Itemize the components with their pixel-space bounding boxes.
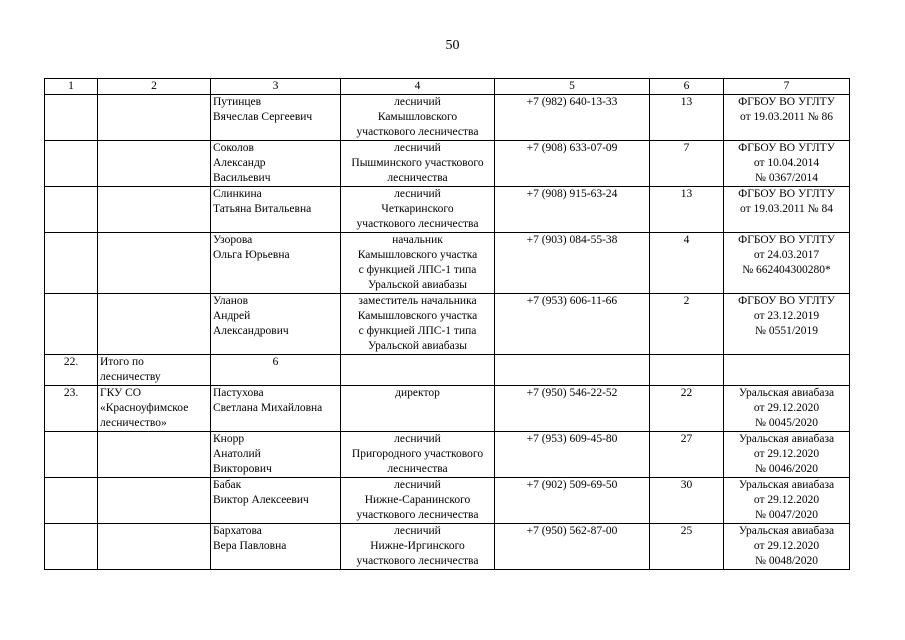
person-name-cell: Уланов Андрей Александрович bbox=[211, 294, 341, 355]
phone-cell: +7 (902) 509-69-50 bbox=[495, 478, 650, 524]
document-cell: Уральская авиабаза от 29.12.2020 № 0045/2020 bbox=[724, 386, 850, 432]
experience-cell: 13 bbox=[650, 187, 724, 233]
person-name-cell: Кнорр Анатолий Викторович bbox=[211, 432, 341, 478]
table-row bbox=[45, 187, 850, 233]
phone-cell: +7 (903) 084-55-38 bbox=[495, 233, 650, 294]
person-name-cell: Бархатова Вера Павловна bbox=[211, 524, 341, 570]
person-name-cell: Бабак Виктор Алексеевич bbox=[211, 478, 341, 524]
forestry-cell bbox=[98, 233, 211, 294]
forestry-cell: ГКУ СО «Красноуфимское лесничество» bbox=[98, 386, 211, 432]
person-name-cell: Слинкина Татьяна Витальевна bbox=[211, 187, 341, 233]
person-name-cell: Соколов Александр Васильевич bbox=[211, 141, 341, 187]
person-name-cell: Узорова Ольга Юрьевна bbox=[211, 233, 341, 294]
experience-cell: 30 bbox=[650, 478, 724, 524]
forestry-cell bbox=[98, 432, 211, 478]
table-row bbox=[45, 233, 850, 294]
document-cell: Уральская авиабаза от 29.12.2020 № 0046/2020 bbox=[724, 432, 850, 478]
person-name-cell: Путинцев Вячеслав Сергеевич bbox=[211, 95, 341, 141]
experience-cell: 27 bbox=[650, 432, 724, 478]
table-row bbox=[45, 386, 850, 432]
row-number-cell bbox=[45, 478, 98, 524]
column-header: 1 bbox=[45, 79, 98, 95]
phone-cell: +7 (982) 640-13-33 bbox=[495, 95, 650, 141]
table-row bbox=[45, 95, 850, 141]
row-number-cell bbox=[45, 233, 98, 294]
column-header: 5 bbox=[495, 79, 650, 95]
phone-cell: +7 (953) 609-45-80 bbox=[495, 432, 650, 478]
position-cell: лесничий Нижне-Иргинского участкового лесничества bbox=[341, 524, 495, 570]
row-number-cell: 22. bbox=[45, 355, 98, 386]
position-cell: лесничий Четкаринского участкового лесничества bbox=[341, 187, 495, 233]
document-cell: ФГБОУ ВО УГЛТУ от 19.03.2011 № 84 bbox=[724, 187, 850, 233]
experience-cell: 22 bbox=[650, 386, 724, 432]
document-cell: Уральская авиабаза от 29.12.2020 № 0048/2020 bbox=[724, 524, 850, 570]
document-cell bbox=[724, 355, 850, 386]
table-row bbox=[45, 294, 850, 355]
position-cell: лесничий Пышминского участкового лесничества bbox=[341, 141, 495, 187]
experience-cell: 2 bbox=[650, 294, 724, 355]
person-name-cell: Пастухова Светлана Михайловна bbox=[211, 386, 341, 432]
staff-table bbox=[44, 78, 850, 570]
table-row bbox=[45, 141, 850, 187]
position-cell: начальник Камышловского участка с функцией ЛПС-1 типа Уральской авиабазы bbox=[341, 233, 495, 294]
row-number-cell bbox=[45, 95, 98, 141]
table-row bbox=[45, 355, 850, 386]
phone-cell: +7 (908) 633-07-09 bbox=[495, 141, 650, 187]
row-number-cell bbox=[45, 187, 98, 233]
forestry-cell bbox=[98, 524, 211, 570]
forestry-cell: Итого по лесничеству bbox=[98, 355, 211, 386]
phone-cell: +7 (908) 915-63-24 bbox=[495, 187, 650, 233]
column-header: 2 bbox=[98, 79, 211, 95]
page-number: 50 bbox=[445, 38, 460, 53]
phone-cell: +7 (950) 546-22-52 bbox=[495, 386, 650, 432]
header-row bbox=[45, 79, 850, 95]
row-number-cell bbox=[45, 524, 98, 570]
experience-cell: 13 bbox=[650, 95, 724, 141]
forestry-cell bbox=[98, 294, 211, 355]
phone-cell bbox=[495, 355, 650, 386]
person-name-cell: 6 bbox=[211, 355, 341, 386]
forestry-cell bbox=[98, 141, 211, 187]
column-header: 6 bbox=[650, 79, 724, 95]
forestry-cell bbox=[98, 478, 211, 524]
experience-cell: 4 bbox=[650, 233, 724, 294]
document-cell: ФГБОУ ВО УГЛТУ от 24.03.2017 № 662404300280* bbox=[724, 233, 850, 294]
experience-cell bbox=[650, 355, 724, 386]
position-cell bbox=[341, 355, 495, 386]
row-number-cell: 23. bbox=[45, 386, 98, 432]
position-cell: лесничий Нижне-Саранинского участкового лесничества bbox=[341, 478, 495, 524]
row-number-cell bbox=[45, 141, 98, 187]
phone-cell: +7 (953) 606-11-66 bbox=[495, 294, 650, 355]
document-cell: ФГБОУ ВО УГЛТУ от 19.03.2011 № 86 bbox=[724, 95, 850, 141]
experience-cell: 7 bbox=[650, 141, 724, 187]
forestry-cell bbox=[98, 187, 211, 233]
column-header: 4 bbox=[341, 79, 495, 95]
document-cell: ФГБОУ ВО УГЛТУ от 23.12.2019 № 0551/2019 bbox=[724, 294, 850, 355]
column-header: 3 bbox=[211, 79, 341, 95]
position-cell: лесничий Камышловского участкового лесничества bbox=[341, 95, 495, 141]
position-cell: директор bbox=[341, 386, 495, 432]
table-row bbox=[45, 524, 850, 570]
table-row bbox=[45, 478, 850, 524]
position-cell: заместитель начальника Камышловского участка с функцией ЛПС-1 типа Уральской авиабазы bbox=[341, 294, 495, 355]
phone-cell: +7 (950) 562-87-00 bbox=[495, 524, 650, 570]
forestry-cell bbox=[98, 95, 211, 141]
row-number-cell bbox=[45, 432, 98, 478]
column-header: 7 bbox=[724, 79, 850, 95]
table-row bbox=[45, 432, 850, 478]
row-number-cell bbox=[45, 294, 98, 355]
document-cell: Уральская авиабаза от 29.12.2020 № 0047/2020 bbox=[724, 478, 850, 524]
position-cell: лесничий Пригородного участкового лесничества bbox=[341, 432, 495, 478]
experience-cell: 25 bbox=[650, 524, 724, 570]
document-cell: ФГБОУ ВО УГЛТУ от 10.04.2014 № 0367/2014 bbox=[724, 141, 850, 187]
